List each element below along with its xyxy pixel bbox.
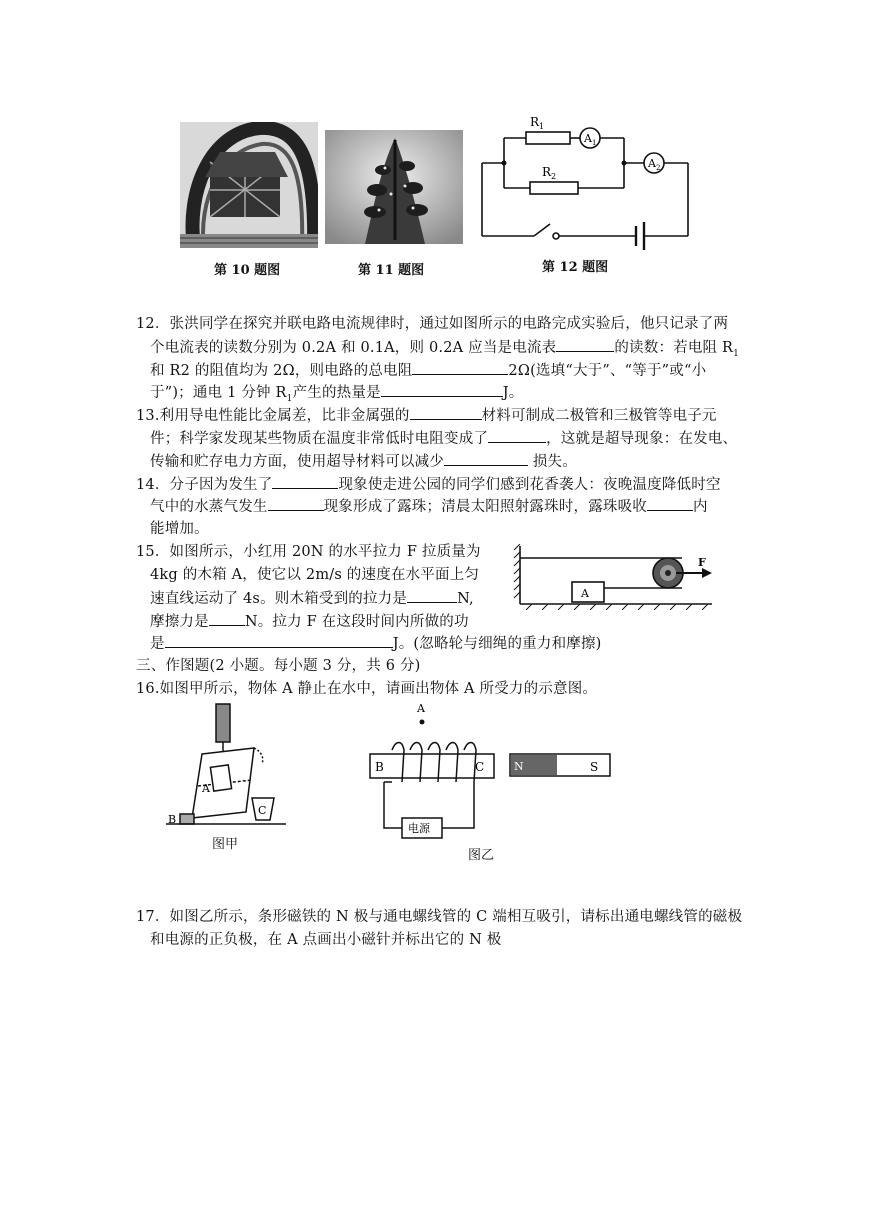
label-r1: $R_1$ [530,115,545,131]
arrow-right-icon [702,568,712,578]
resistor-r1 [526,132,570,144]
resistor-r2 [530,182,578,194]
q16-text: 16.如图甲所示，物体 A 静止在水中，请画出物体 A 所受力的示意图。 [136,681,598,697]
fig-yi-diagram [362,700,622,840]
fig11-caption: 第 11 题图 [358,263,425,278]
q12-line3: 和 R2 的阻值均为 2Ω，则电路的总电阻 2Ω(选填“大于”、“等于”或“小 [150,359,706,382]
q12-line4: 于”)；通电 1 分钟 $R_1$产生的热量是 J。 [150,381,524,410]
svg-text:C: C [475,760,485,774]
q12-blank3[interactable] [381,381,503,397]
q15-blank3[interactable] [165,632,393,648]
q12-blank2[interactable] [412,359,508,375]
q13-line2: 件；科学家发现某些物质在温度非常低时电阻变成了 ，这就是超导现象：在发电、 [150,427,737,450]
fig12-circuit-diagram [476,108,696,258]
q13-line1: 13.利用导电性能比金属差，比非金属强的 材料可制成二极管和三极管等电子元 [136,404,717,427]
q12-blank1[interactable] [556,336,614,352]
q14-blank1[interactable] [272,473,338,489]
q14-blank2[interactable] [268,495,324,511]
label-a1: $A_1$ [584,132,597,147]
q15-line2: 4kg 的木箱 A，使它以 2m/s 的速度在水平面上匀 [150,567,480,583]
svg-text:B: B [168,813,177,826]
fig10-photo [180,122,318,248]
q15-line5: 是 J。(忽略轮与细绳的重力和摩擦) [150,632,602,655]
q14-line1: 14．分子因为发生了 现象使走进公园的同学们感到花香袭人：夜晚温度降低时空 [136,473,721,496]
q15-blank2[interactable] [209,610,245,626]
q15-line3: 速直线运动了 4s。则木箱受到的拉力是 N, [150,587,474,610]
q17-line1: 17．如图乙所示，条形磁铁的 N 极与通电螺线管的 C 端相互吸引，请标出通电螺线管的磁极 [136,909,743,925]
fig12-caption: 第 12 题图 [542,260,609,275]
svg-text:B: B [375,760,384,774]
svg-text:S: S [590,760,599,774]
fig-jia-diagram [166,702,296,830]
q13-blank2[interactable] [488,427,546,443]
svg-text:A: A [417,702,425,715]
q13-line3: 传输和贮存电力方面，使用超导材料可以减少 损失。 [150,450,577,473]
q15-pulley-diagram [512,544,722,610]
q14-line2: 气中的水蒸气发生 现象形成了露珠；清晨太阳照射露珠时，露珠吸收 内 [150,495,708,518]
q17-line2: 和电源的正负极，在 A 点画出小磁针并标出它的 N 极 [150,932,502,948]
label-a2: $A_2$ [648,157,661,172]
q12-line2: 个电流表的读数分别为 0.2A 和 0.1A，则 0.2A 应当是电流表 的读数：若电阻 $R_1$ [150,336,739,365]
q14-line3: 能增加。 [150,521,209,537]
label-r2: $R_2$ [542,165,557,181]
fig-yi-caption: 图乙 [468,848,495,863]
q15-line4: 摩擦力是 N。拉力 F 在这段时间内所做的功 [150,610,469,633]
fig11-photo [325,130,463,244]
svg-text:F: F [698,556,706,569]
svg-text:A: A [202,782,210,795]
fig-jia-caption: 图甲 [212,837,239,852]
section3-heading: 三、作图题(2 小题。每小题 3 分，共 6 分) [136,658,421,674]
fig10-caption: 第 10 题图 [214,263,281,278]
switch-icon [534,224,550,236]
svg-text:N: N [514,760,524,773]
svg-text:C: C [258,804,267,817]
q14-blank3[interactable] [647,495,693,511]
q12-line1: 12．张洪同学在探究并联电路电流规律时，通过如图所示的电路完成实验后，他只记录了两 [136,316,729,332]
q15-line1: 15．如图所示，小红用 20N 的水平拉力 F 拉质量为 [136,544,481,560]
svg-text:电源: 电源 [408,822,430,835]
q13-blank3[interactable] [444,450,528,466]
point-a-marker [420,720,425,725]
svg-text:A: A [581,587,589,600]
q13-blank1[interactable] [410,404,482,420]
q15-blank1[interactable] [407,587,457,603]
